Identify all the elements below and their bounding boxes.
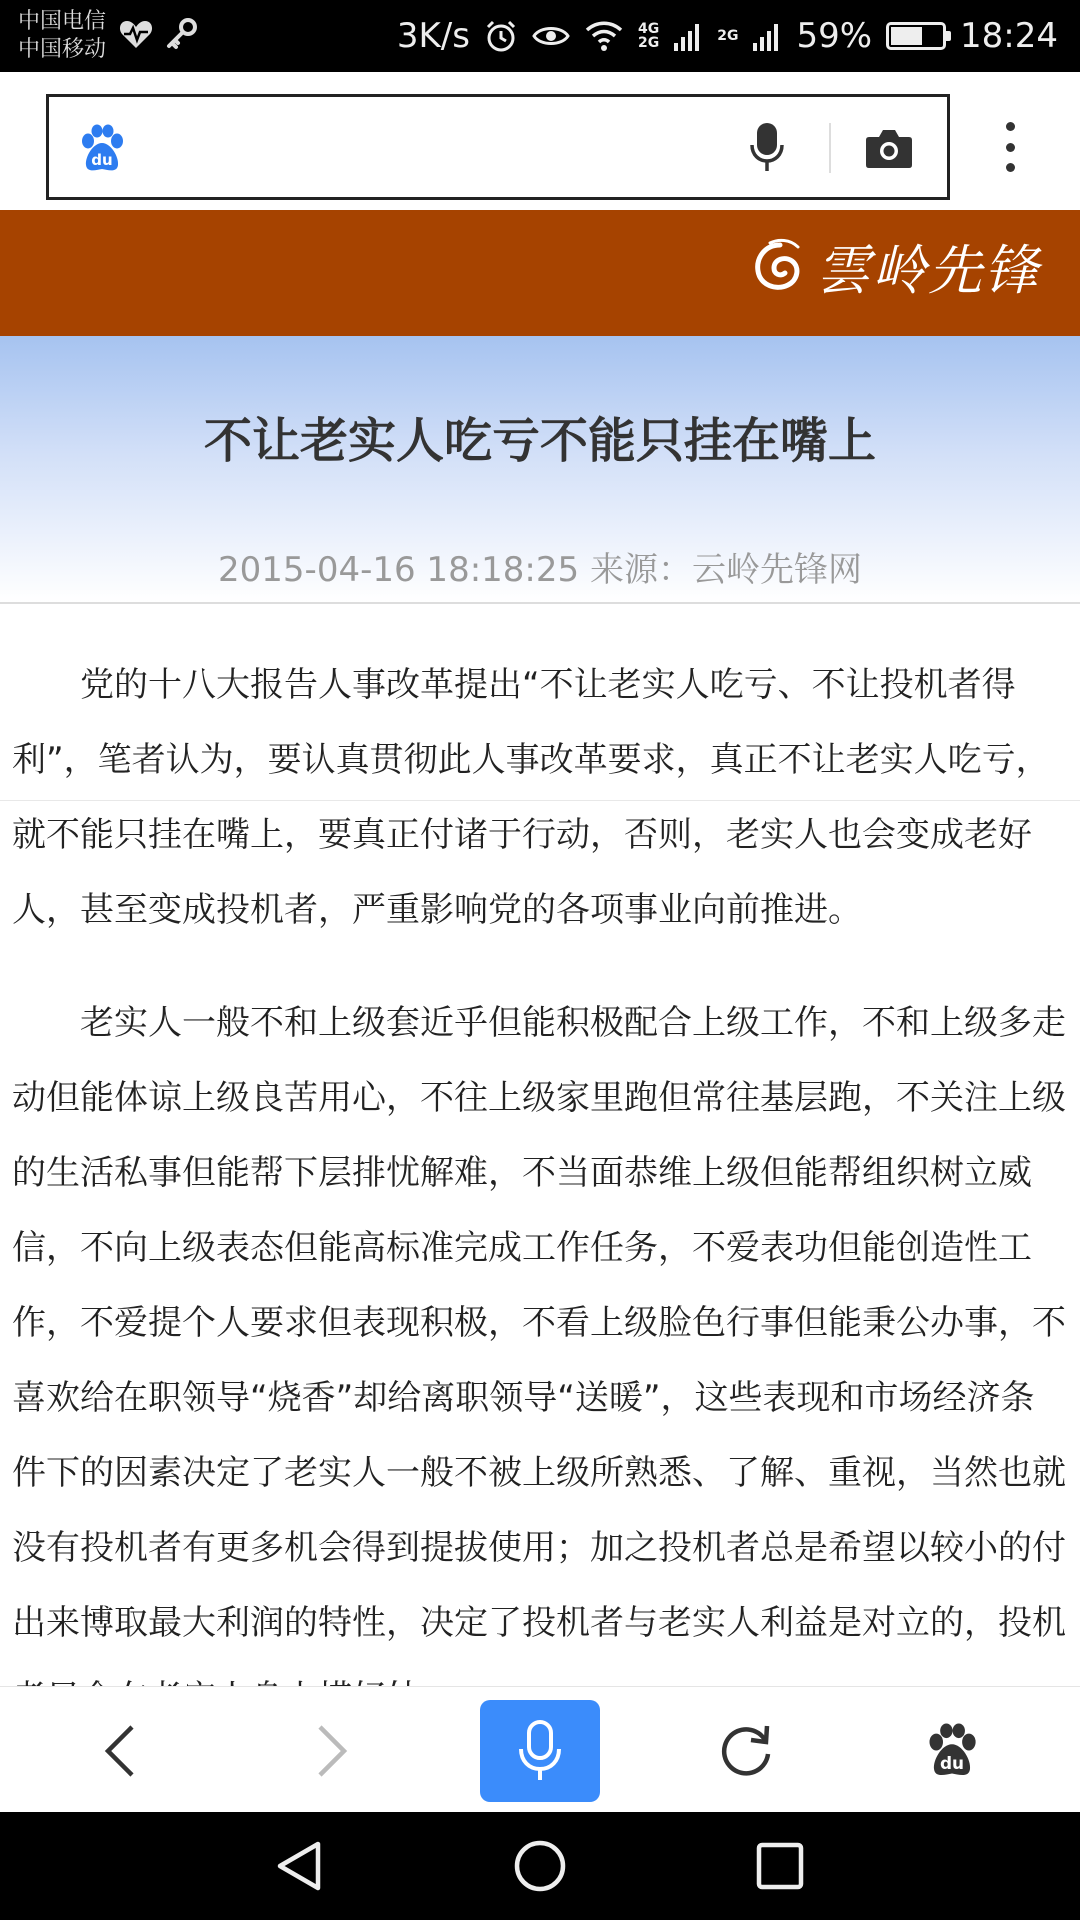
baidu-paw-icon (926, 1724, 978, 1778)
network-speed: 3K/s (396, 16, 470, 56)
article-paragraph: 党的十八大报告人事改革提出“不让老实人吃亏、不让投机者得利”，笔者认为，要认真贯彻此人事改革要求，真正不让老实人吃亏，就不能只挂在嘴上，要真正付诸于行动，否则，老实人也会变成老好人，甚至变成投机者，严重影响党的各项事业向前推进。 (12, 665, 1050, 930)
divider-line (0, 800, 1080, 801)
voice-button[interactable] (480, 1700, 600, 1802)
signal-strength-icon-1 (673, 21, 703, 51)
microphone-icon (517, 1719, 563, 1783)
search-box[interactable] (46, 94, 950, 200)
overflow-menu-icon[interactable] (990, 122, 1030, 172)
signal-strength-icon-2 (752, 21, 782, 51)
status-bar (0, 0, 1080, 72)
carrier-2: 中国移动 (18, 37, 107, 62)
back-chevron-icon (100, 1723, 140, 1779)
triangle-back-icon (272, 1838, 328, 1894)
net-4g: 4G (637, 21, 660, 37)
forward-chevron-icon (312, 1723, 352, 1779)
article-header (0, 336, 1080, 604)
wifi-icon (584, 20, 624, 52)
alarm-icon (484, 19, 518, 53)
net-2g-top: 2G (637, 35, 660, 51)
search-divider (829, 123, 831, 173)
battery-percent: 59% (796, 16, 873, 56)
eye-icon (532, 21, 570, 51)
circle-home-icon (512, 1838, 568, 1894)
site-logo[interactable] (750, 228, 1040, 305)
status-left-icons (118, 16, 200, 52)
battery-fill (891, 27, 922, 45)
network-2g-label (717, 29, 738, 43)
article-meta: 2015-04-16 18:18:25 来源：云岭先锋网 (218, 550, 862, 590)
refresh-button[interactable] (686, 1703, 806, 1799)
carrier-1: 中国电信 (18, 9, 107, 34)
article-title: 不让老实人吃亏不能只挂在嘴上 (203, 413, 876, 469)
baidu-home-button[interactable] (892, 1703, 1012, 1799)
system-recents-button[interactable] (740, 1834, 820, 1898)
search-input[interactable] (149, 121, 739, 173)
site-logo-text: 雲岭先锋 (816, 239, 1040, 302)
article-paragraph: 老实人一般不和上级套近乎但能积极配合上级工作，不和上级多走动但能体谅上级良苦用心，不往上级家里跑但常往基层跑，不关注上级的生活私事但能帮下层排忧解难，不当面恭维上级但能帮组织树立威信，不向上级表态但能高标准完成工作任务，不爱表功但能创造性工作，不爱提个人要求但表现积极，不看上级脸色行事但能秉公办事，不喜欢给在职领导“烧香”却给离职领导“送暖”，这些表现和市场经济条件下的因素决定了老实人一般不被上级所熟悉、了解、重视，当然也就没有投机者有更多机会得到提拔使用；加之投机者总是希望以较小的付出来博取最大利润的特性，决定了投机者与老实人利益是对立的，投机 (12, 1003, 1066, 1643)
key-icon (164, 16, 200, 52)
forward-button[interactable] (272, 1703, 392, 1799)
net-2g: 2G (717, 28, 739, 44)
network-4g-label (638, 22, 659, 50)
svg-text:du: du (91, 151, 113, 169)
refresh-icon (717, 1722, 775, 1780)
browser-toolbar (0, 72, 1080, 210)
clock: 18:24 (960, 16, 1058, 56)
system-home-button[interactable] (500, 1834, 580, 1898)
health-heart-icon (118, 16, 154, 52)
square-recents-icon (752, 1838, 808, 1894)
swirl-logo-icon (750, 237, 810, 297)
browser-bottom-bar (0, 1686, 1080, 1812)
site-banner (0, 210, 1080, 336)
svg-text:du: du (939, 1753, 965, 1773)
voice-search-icon[interactable] (749, 121, 785, 173)
status-right (397, 12, 1058, 60)
camera-icon[interactable] (865, 127, 913, 169)
carrier-labels (18, 8, 106, 64)
baidu-paw-icon (79, 125, 125, 173)
system-nav-bar (0, 1812, 1080, 1920)
system-back-button[interactable] (260, 1834, 340, 1898)
article-body[interactable] (0, 604, 1080, 1686)
back-button[interactable] (60, 1703, 180, 1799)
battery-icon (886, 22, 946, 50)
